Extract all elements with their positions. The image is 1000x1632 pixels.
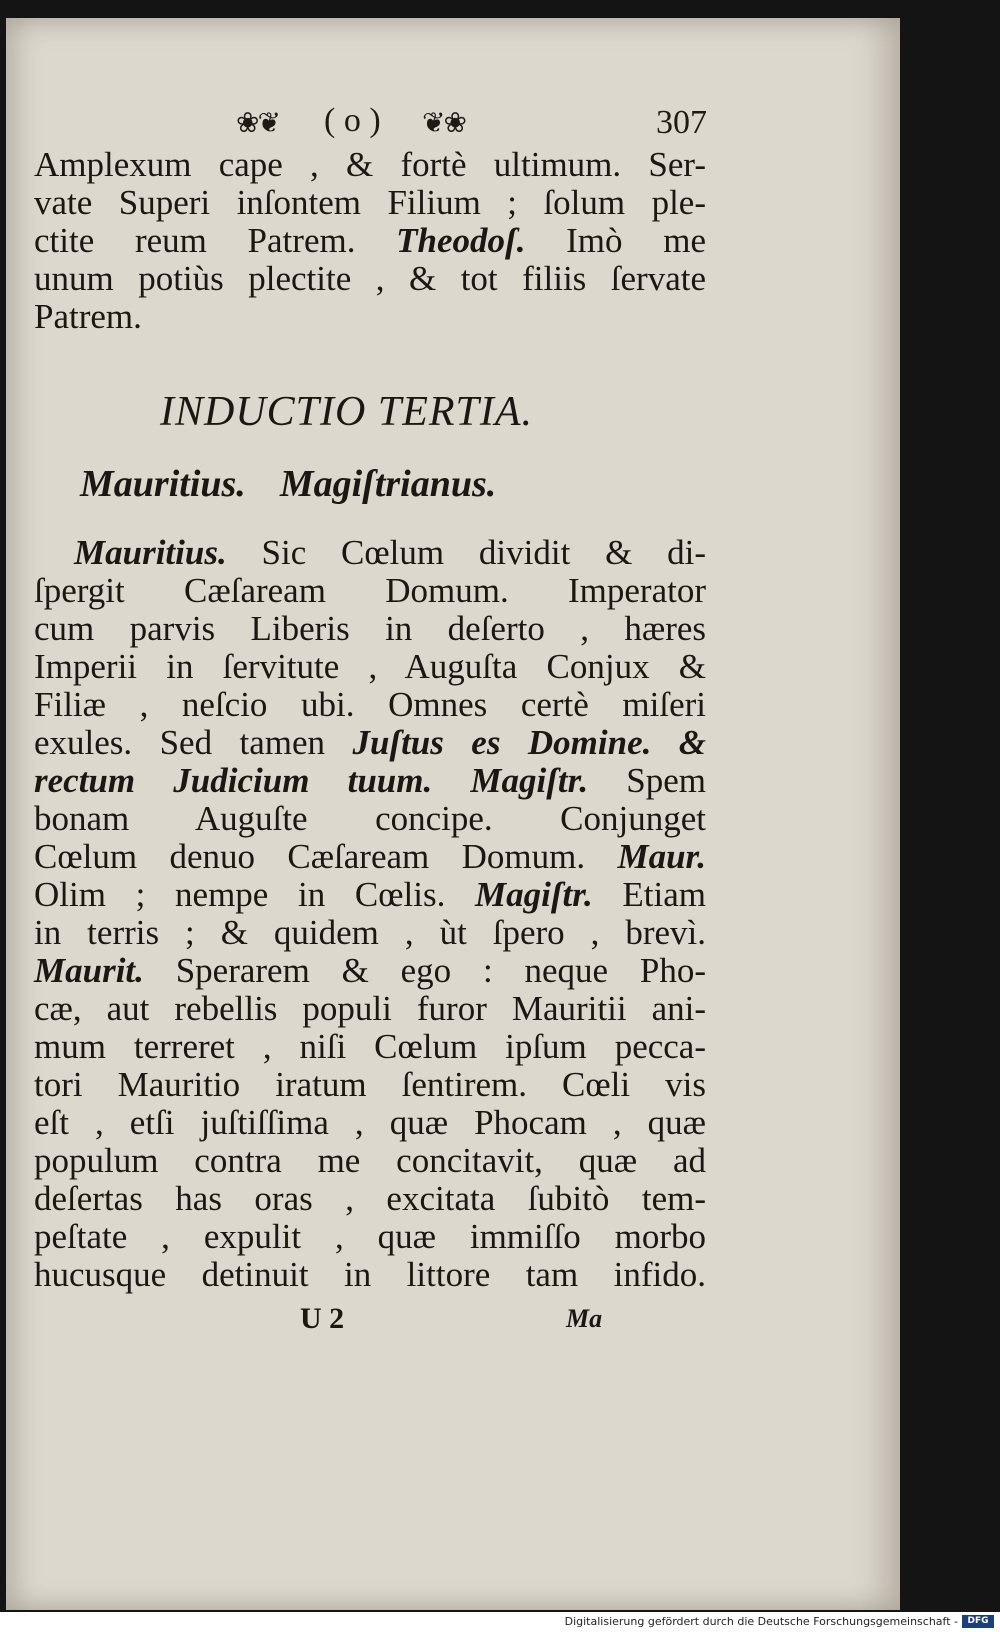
dfg-logo-icon: DFG [962,1615,994,1628]
speaker-list [80,462,496,506]
text-line: Mauritius. Sic Cœlum dividit & di- [74,533,706,572]
text-line: Patrem. [34,297,142,336]
text-line: tori Mauritio iratum ſentirem. Cœli vis [34,1065,706,1104]
running-header [236,102,716,146]
text-line: unum potiùs plectite , & tot filiis ſervate [34,259,706,298]
text-line: exules. Sed tamen Juſtus es Domine. & [34,723,706,762]
text-line: Imperii in ſervitute , Auguſta Conjux & [34,647,706,686]
text-line: Filiæ , neſcio ubi. Omnes certè miſeri [34,685,706,724]
ornament-left: ❀❦ [236,108,279,139]
text-line: ſpergit Cæſaream Domum. Imperator [34,571,706,610]
text-line: ctite reum Patrem. Theodoſ. Imò me [34,221,706,260]
text-line: Amplexum cape , & fortè ultimum. Ser- [34,145,706,184]
text-line: hucusque detinuit in littore tam infido. [34,1255,706,1294]
speaker-abbr: Theodoſ. [396,221,526,260]
text-line: eſt , etſi juſtiſſima , quæ Phocam , quæ [34,1103,706,1142]
text-line: vate Superi inſontem Filium ; ſolum ple- [34,183,706,222]
text-line: populum contra me concitavit, quæ ad [34,1141,706,1180]
text-line: deſertas has oras , excitata ſubitò tem- [34,1179,706,1218]
text-line: peſtate , expulit , quæ immiſſo morbo [34,1217,706,1256]
text-line: Olim ; nempe in Cœlis. Magiſtr. Etiam [34,875,706,914]
speaker-name: Mauritius. [80,463,246,505]
text-line: mum terreret , niſi Cœlum ipſum pecca- [34,1027,706,1066]
page-tag: ( o ) [324,102,381,139]
text-line: cum parvis Liberis in deſerto , hæres [34,609,706,648]
speaker-name: Magiſtrianus. [279,463,497,505]
scene-heading: INDUCTIO TERTIA. [160,389,534,435]
text-line: Maurit. Sperarem & ego : neque Pho- [34,951,706,990]
catchword: Ma [566,1304,603,1333]
text-line: in terris ; & quidem , ùt ſpero , brevì. [34,913,706,952]
text-line: Cœlum denuo Cæſaream Domum. Maur. [34,837,706,876]
footer-credit: Digitalisierung gefördert durch die Deutsche Forschungsgemeinschaft - [564,1615,958,1628]
page-number: 307 [656,104,707,141]
text-line: rectum Judicium tuum. Magiſtr. Spem [34,761,706,800]
text-line: bonam Auguſte concipe. Conjunget [34,799,706,838]
signature-mark: U 2 [300,1302,345,1335]
text-line: cæ, aut rebellis populi furor Mauritii ani- [34,989,706,1028]
ornament-right: ❦❀ [422,108,465,139]
